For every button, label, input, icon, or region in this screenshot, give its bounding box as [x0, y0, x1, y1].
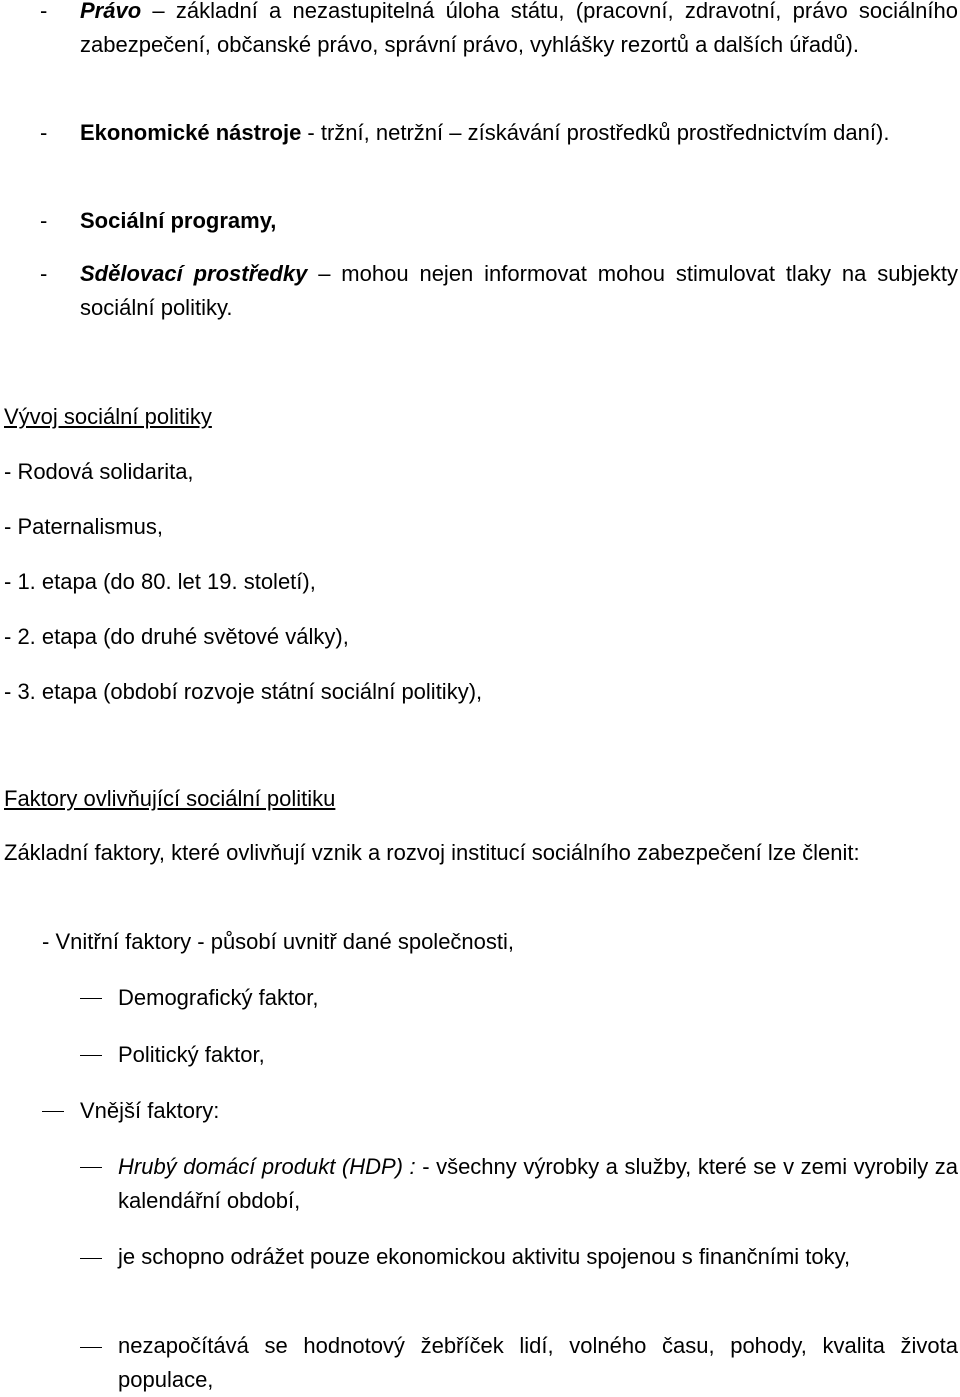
- vyvoj-item: - 1. etapa (do 80. let 19. století),: [4, 569, 316, 594]
- dash-marker: [80, 1258, 102, 1259]
- list-dash: -: [40, 261, 48, 286]
- list-term: Právo: [80, 0, 142, 23]
- dash-marker: [42, 1111, 64, 1112]
- list-item-text: [80, 0, 958, 62]
- section-heading-faktory: Faktory ovlivňující sociální politiku: [4, 786, 336, 811]
- vyvoj-item: - Paternalismus,: [4, 514, 163, 539]
- list-item-text: [80, 257, 958, 325]
- vyvoj-item: - Rodová solidarita,: [4, 459, 194, 484]
- list-dash: -: [40, 208, 48, 233]
- vnejsi-faktory: Vnější faktory:: [80, 1098, 220, 1123]
- vnejsi-item: nezapočítává se hodnotový žebříček lidí, volného času, pohody, kvalita života populace,: [118, 1333, 958, 1392]
- list-dash: -: [40, 0, 48, 23]
- dash-marker: [80, 1167, 102, 1168]
- vnejsi-item-hdp: [118, 1150, 958, 1218]
- list-item-text: [80, 204, 958, 238]
- vyvoj-item: - 2. etapa (do druhé světové války),: [4, 624, 349, 649]
- hdp-term: Hrubý domácí produkt (HDP) :: [118, 1154, 416, 1179]
- hdp-rest: - všechny výrobky a služby, které se v zemi vyrobily za kalendářní období,: [118, 1154, 959, 1213]
- list-term: Sdělovací prostředky: [80, 261, 308, 286]
- list-item-text: [80, 116, 958, 150]
- list-dash: -: [40, 120, 48, 145]
- dash-marker: [80, 1055, 102, 1056]
- list-sep: –: [141, 0, 176, 23]
- list-rest: - tržní, netržní – získávání prostředků prostřednictvím daní).: [301, 120, 890, 145]
- dash-marker: [80, 1347, 102, 1348]
- dash-marker: [80, 998, 102, 999]
- faktory-intro: Základní faktory, které ovlivňují vznik a rozvoj institucí sociálního zabezpečení lze členit:: [4, 840, 860, 865]
- vyvoj-item: - 3. etapa (období rozvoje státní sociální politiky),: [4, 679, 483, 704]
- list-term: Ekonomické nástroje: [80, 120, 302, 145]
- vnitrni-item: Demografický faktor,: [118, 985, 319, 1010]
- vnitrni-faktory: - Vnitřní faktory - působí uvnitř dané společnosti,: [42, 929, 515, 954]
- vnitrni-item: Politický faktor,: [118, 1042, 265, 1067]
- list-rest: základní a nezastupitelná úloha státu, (pracovní, zdravotní, právo sociálního zabezpečení, občanské právo, správní právo, vyhlášky rezortů a dalších úřadů).: [80, 0, 958, 57]
- section-heading-vyvoj: Vývoj sociální politiky: [4, 404, 212, 429]
- list-rest: – mohou nejen informovat mohou stimulovat tlaky na subjekty sociální politiky.: [80, 261, 958, 320]
- list-term: Sociální programy,: [80, 208, 277, 233]
- vnejsi-item: je schopno odrážet pouze ekonomickou aktivitu spojenou s finančními toky,: [118, 1244, 851, 1269]
